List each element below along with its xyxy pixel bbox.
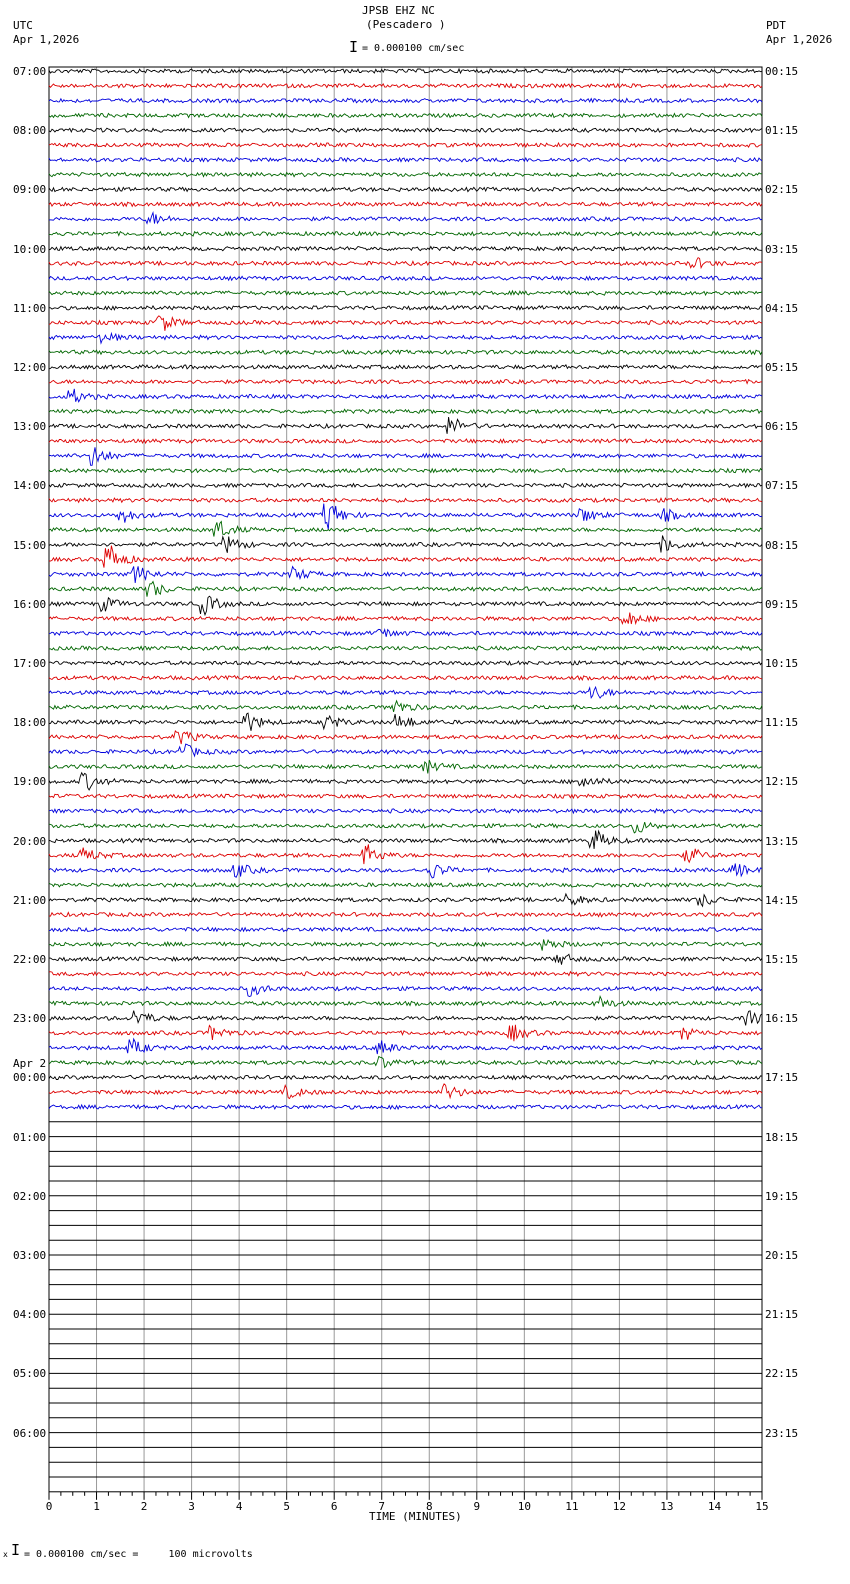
seismic-trace [49,380,762,384]
seismic-trace [49,1011,762,1026]
seismic-trace [49,646,762,650]
hour-label: 09:15 [765,597,799,611]
seismic-trace [49,927,762,931]
hour-label: 10:00 [13,242,47,256]
seismic-trace [49,566,762,583]
seismic-trace [49,809,762,813]
seismic-trace [49,247,762,251]
seismic-trace [49,365,762,369]
seismic-trace [49,84,762,88]
seismic-trace [49,794,762,798]
hour-label: 16:15 [765,1012,799,1026]
hour-label: 13:15 [765,834,799,848]
seismic-trace [49,143,762,147]
seismic-trace [49,469,762,473]
hour-label: 11:00 [13,301,47,315]
seismic-trace [49,864,762,878]
seismic-trace [49,844,762,864]
hour-label: 23:15 [765,1426,799,1440]
seismic-trace [49,439,762,443]
x-tick-label: 0 [45,1499,53,1513]
hour-label: 08:15 [765,538,799,552]
hour-label: 20:00 [13,834,47,848]
seismic-trace [49,831,762,849]
station-location: (Pescadero ) [366,18,446,31]
footer-scale-bar-icon: I [11,1541,21,1559]
seismic-trace [49,522,762,537]
seismic-trace [49,128,762,132]
hour-label: 15:15 [765,953,799,966]
seismic-trace [49,773,762,790]
hour-label: 16:00 [13,597,47,611]
seismic-trace [49,760,762,773]
date-change-label: Apr 2 [13,1056,47,1070]
seismic-trace [49,498,762,502]
seismic-trace [49,232,762,236]
seismic-trace [49,483,762,487]
right-date: Apr 1,2026 [766,33,833,46]
x-tick-label: 4 [235,1499,243,1513]
seismic-trace [49,536,762,553]
seismic-trace [49,939,762,950]
hour-label: 19:15 [765,1189,799,1203]
hour-label: 02:00 [13,1189,47,1203]
hour-label: 15:00 [13,538,47,552]
hour-label: 20:15 [765,1249,799,1262]
hour-label: 03:00 [13,1249,47,1262]
hour-label: 00:15 [765,65,799,78]
seismic-trace [49,676,762,680]
seismic-trace [49,202,762,206]
seismic-trace [49,582,762,597]
seismic-trace [49,701,762,712]
seismic-trace [49,417,762,434]
hour-label: 21:15 [765,1308,799,1322]
hour-label: 04:15 [765,301,799,315]
seismic-trace [49,334,762,344]
seismic-trace [49,258,762,268]
seismic-trace [49,986,762,997]
seismic-trace [49,713,762,731]
hour-label: 12:15 [765,775,799,789]
right-timezone: PDT [766,19,786,32]
x-tick-label: 15 [755,1499,769,1513]
hour-label: 10:15 [765,657,799,670]
seismic-trace [49,158,762,162]
seismic-trace [49,972,762,976]
seismic-trace [49,409,762,413]
seismic-trace [49,1105,762,1109]
seismic-trace [49,596,762,615]
hour-label: 03:15 [765,242,799,256]
seismic-trace [49,213,762,224]
x-tick-label: 9 [473,1499,481,1513]
left-timezone: UTC [13,19,33,32]
seismic-trace [49,1056,762,1067]
hour-label: 01:00 [13,1130,47,1144]
seismic-trace [49,613,762,624]
seismic-trace [49,883,762,887]
seismic-trace [49,389,762,402]
hour-label: 00:00 [13,1071,47,1085]
hour-label: 21:00 [13,893,47,907]
x-tick-label: 5 [283,1499,290,1513]
station-title: JPSB EHZ NC [362,4,435,17]
x-tick-label: 8 [425,1499,433,1513]
hour-label: 09:00 [13,183,47,197]
hour-label: 22:15 [765,1367,799,1381]
seismic-trace [49,822,762,833]
hour-label: 07:15 [765,479,799,493]
x-tick-label: 1 [93,1499,100,1513]
hour-label: 23:00 [13,1012,47,1026]
hour-label: 05:15 [765,361,799,374]
x-tick-label: 12 [612,1499,627,1513]
hour-label: 13:00 [13,420,47,434]
seismic-trace [49,350,762,354]
seismic-trace [49,173,762,177]
seismic-trace [49,276,762,280]
x-tick-label: 2 [140,1499,148,1513]
seismic-trace [49,98,762,102]
seismic-trace [49,316,762,331]
seismic-trace [49,954,762,964]
hour-label: 18:15 [765,1130,799,1144]
hour-label: 02:15 [765,183,799,197]
seismic-trace [49,996,762,1006]
hour-label: 12:00 [13,361,47,374]
seismic-trace [49,894,762,906]
trace-group [49,69,762,1477]
seismic-trace [49,291,762,295]
seismic-trace [49,913,762,917]
hour-label: 11:15 [765,716,799,730]
seismic-trace [49,1039,762,1054]
hour-label: 17:00 [13,657,47,670]
x-tick-label: 11 [565,1499,579,1513]
seismic-trace [49,1084,762,1099]
hour-label: 18:00 [13,716,47,730]
hour-label: 08:00 [13,124,47,138]
hour-label: 06:15 [765,420,799,434]
hour-label: 19:00 [13,775,47,789]
hour-label: 01:15 [765,124,799,138]
seismic-trace [49,744,762,756]
footer-mark-icon: x [3,1550,8,1559]
hour-label: 14:15 [765,893,799,907]
seismic-trace [49,731,762,744]
x-tick-label: 14 [707,1499,722,1513]
x-tick-label: 3 [188,1499,195,1513]
x-tick-label: 7 [378,1499,386,1513]
hour-label: 06:00 [13,1426,47,1440]
hour-label: 14:00 [13,479,47,493]
seismic-trace [49,187,762,191]
seismic-trace [49,504,762,530]
left-date: Apr 1,2026 [13,33,80,46]
seismic-trace [49,687,762,698]
scale-bar-icon: I [349,38,359,56]
seismic-trace [49,546,762,568]
x-tick-label: 10 [517,1499,531,1513]
seismic-trace [49,69,762,73]
seismic-trace [49,1025,762,1041]
seismic-trace [49,1075,762,1079]
hour-label: 22:00 [13,953,47,966]
hour-label: 05:00 [13,1367,47,1381]
x-axis-label: TIME (MINUTES) [369,1510,462,1523]
hour-label: 07:00 [13,65,47,78]
seismic-trace [49,629,762,636]
footer-scale-text: = 0.000100 cm/sec = 100 microvolts [24,1549,253,1560]
x-tick-label: 6 [330,1499,338,1513]
hour-label: 17:15 [765,1071,799,1085]
scale-text: = 0.000100 cm/sec [362,43,465,54]
hour-label: 04:00 [13,1308,47,1322]
x-tick-label: 13 [660,1499,674,1513]
seismic-trace [49,113,762,117]
seismic-trace [49,447,762,465]
seismic-trace [49,661,762,665]
seismic-trace [49,306,762,310]
